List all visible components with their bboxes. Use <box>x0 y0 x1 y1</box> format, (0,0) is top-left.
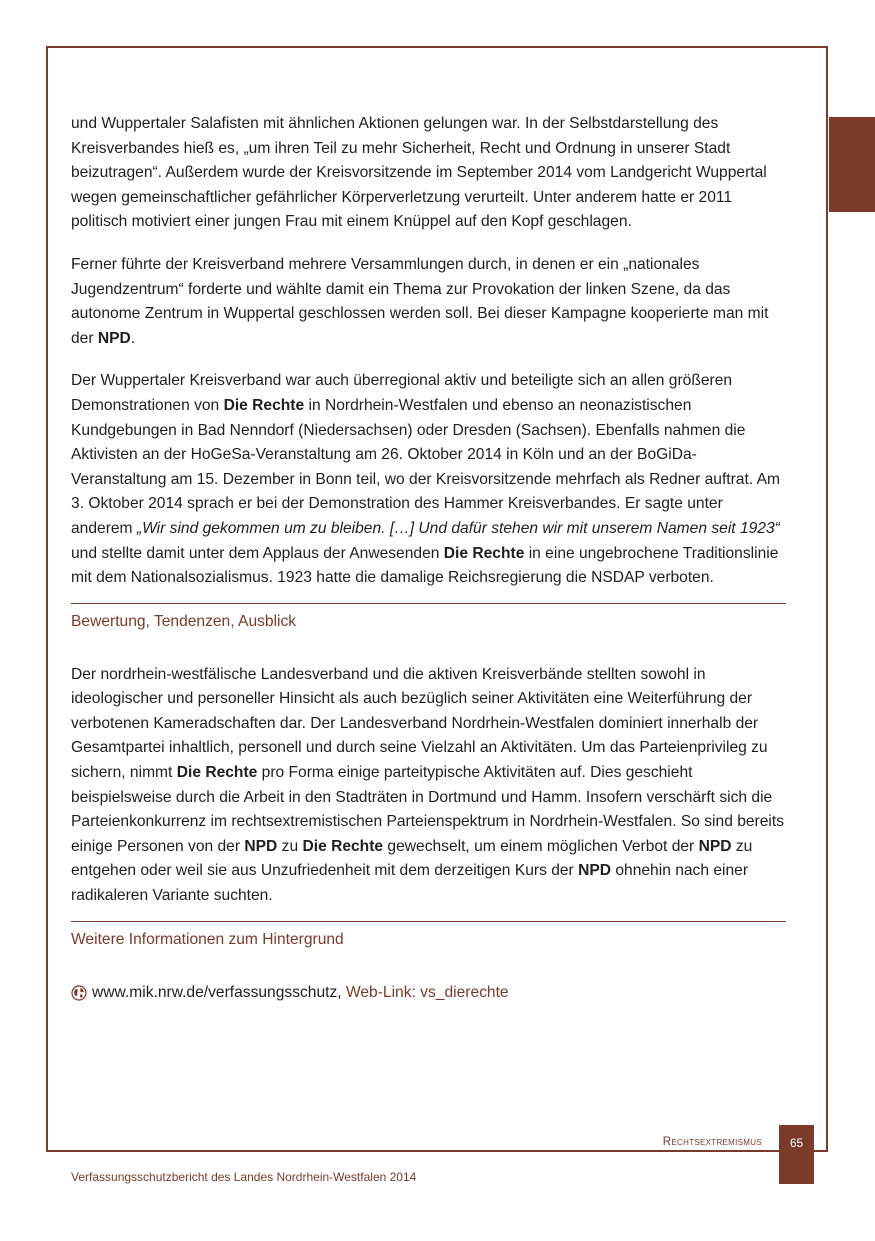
page-number: 65 <box>779 1125 814 1184</box>
paragraph-3: Der Wuppertaler Kreisverband war auch überregional aktiv und beteiligte sich an allen größeren Demonstrationen von Die Rechte in Nordrhein-Westfalen und ebenso an neonazistischen Kundgebungen in Bad Nenndorf (Niedersachsen) oder Dresden (Sachsen). Ebenfalls nahmen die Aktivisten an der HoGeSa-Veranstaltung am 26. Oktober 2014 in Köln und an der BoGiDa-Veranstaltung am 15. Dezember in Bonn teil, wo der Kreisvorsitzende mehrfach als Redner auftrat. Am 3. Oktober 2014 sprach er bei der Demonstration des Hammer Kreisverbandes. Er sagte unter anderem „Wir sind gekommen um zu bleiben. […] Und dafür stehen wir mit unserem Namen seit 1923“ und stellte damit unter dem Applaus der Anwesenden Die Rechte in eine ungebrochene Traditionslinie mit dem Nationalsozialismus. 1923 hatte die damalige Reichsregierung die NSDAP verboten. <box>71 372 781 587</box>
paragraph-4: Der nordrhein-westfälische Landesverband und die aktiven Kreisverbände stellten sowohl in ideologischer und personeller Hinsicht als auch bezüglich seiner Aktivitäten eine Weiterführung der verbotenen Kameradschaften dar. Der Landesverband Nordrhein-Westfalen dominiert innerhalb der Gesamtpartei inhaltlich, personell und durch seine Vielzahl an Aktivitäten. Um das Parteienprivileg zu sichern, nimmt Die Rechte pro Forma einige parteitypische Aktivitäten auf. Dies geschieht beispielsweise durch die Arbeit in den Stadträten in Dortmund und Hamm. Insofern verschärft sich die Parteienkonkurrenz im rechtsextremistischen Parteienspektrum in Nordrhein-Westfalen. So sind bereits einige Personen von der NPD zu Die Rechte gewechselt, um einem möglichen Verbot der NPD zu entgehen oder weil sie aus Unzufriedenheit mit dem derzeitigen Kurs der NPD ohnehin nach einer radikaleren Variante suchten. <box>71 665 785 905</box>
weblink-line <box>71 981 786 1006</box>
chapter-tab-marker <box>829 117 875 212</box>
footer-section-label: Rechtsextremismus <box>662 1136 762 1148</box>
paragraph-2: Ferner führte der Kreisverband mehrere Versammlungen durch, in denen er ein „nationales Jugendzentrum“ forderte und wählte damit ein Thema zur Provokation der linken Szene, da das autonome Zentrum in Wuppertal geschlossen werden soll. Bei dieser Kampagne kooperierte man mit der NPD. <box>71 255 769 347</box>
publication-title: Verfassungsschutzbericht des Landes Nordrhein-Westfalen 2014 <box>71 1170 417 1184</box>
main-content <box>71 112 786 1005</box>
paragraph-1: und Wuppertaler Salafisten mit ähnlichen Aktionen gelungen war. In der Selbstdarstellung des Kreisverbandes hieß es, „um ihren Teil zu mehr Sicherheit, Recht und Ordnung in unserer Stadt beizutragen“. Außerdem wurde der Kreisvorsitzende im September 2014 vom Landgericht Wuppertal wegen gemeinschaftlicher gefährlicher Körperverletzung verurteilt. Unter anderem hatte er 2011 politisch motiviert einer jungen Frau mit einem Knüppel auf den Kopf geschlagen. <box>71 115 767 231</box>
globe-icon <box>71 985 87 1001</box>
section-divider <box>71 921 786 922</box>
weblink-url: www.mik.nrw.de/verfassungsschutz, <box>92 983 342 1001</box>
section-heading-more-info: Weitere Informationen zum Hintergrund <box>71 930 344 948</box>
section-divider <box>71 603 786 604</box>
section-heading-assessment: Bewertung, Tendenzen, Ausblick <box>71 612 297 630</box>
weblink-anchor[interactable]: Web-Link: vs_dierechte <box>345 983 509 1001</box>
